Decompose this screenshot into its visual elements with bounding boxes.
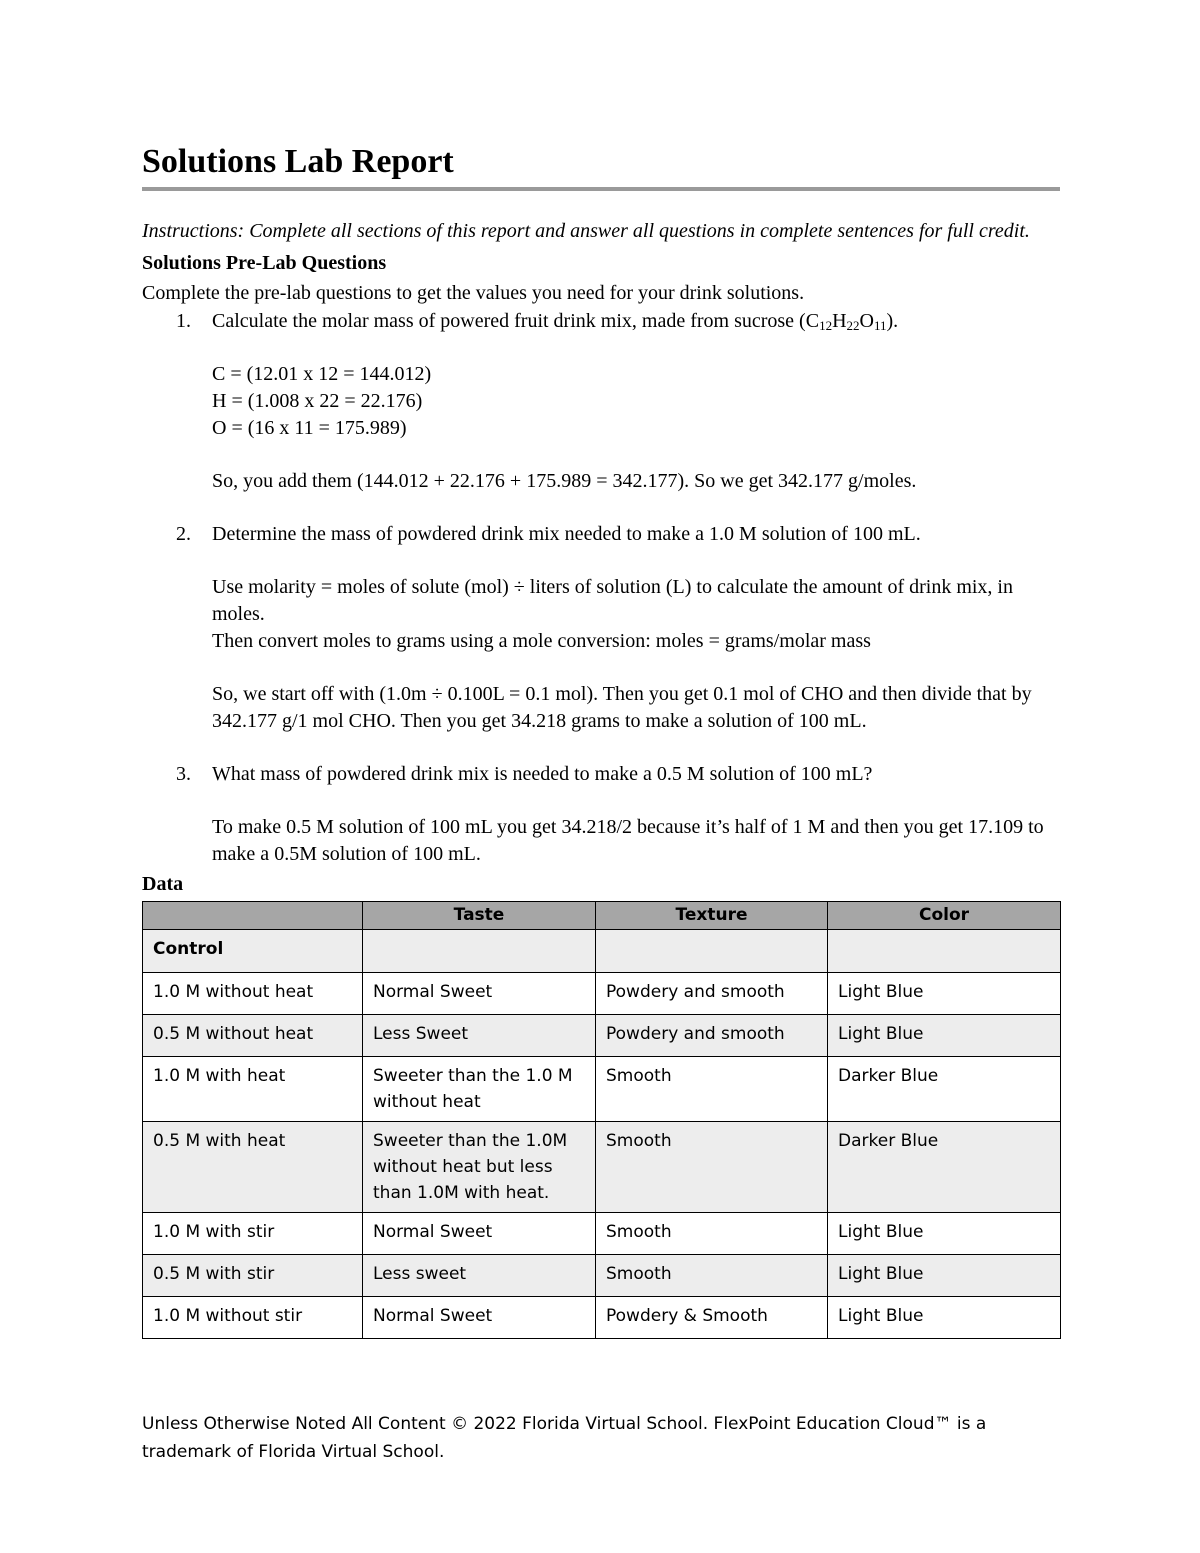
question-3-text: What mass of powdered drink mix is needed to make a 0.5 M solution of 100 mL? — [212, 763, 873, 785]
question-2-hint-molarity: Use molarity = moles of solute (mol) ÷ liters of solution (L) to calculate the amount of drink mix, in moles. — [212, 576, 1013, 625]
column-header-taste: Taste — [363, 902, 596, 930]
taste-cell: Normal Sweet — [363, 1213, 596, 1255]
table-row — [143, 1255, 1061, 1297]
question-1-text-post: ). — [886, 310, 899, 332]
prelab-lead: Complete the pre-lab questions to get the values you need for your drink solutions. — [142, 282, 805, 304]
row-label: 1.0 M with stir — [143, 1213, 363, 1255]
taste-cell: Less sweet — [363, 1255, 596, 1297]
prelab-heading: Solutions Pre-Lab Questions — [142, 252, 387, 274]
question-2-number: 2. — [176, 523, 191, 545]
data-table — [142, 901, 1061, 1339]
copyright-footer: Unless Otherwise Noted All Content © 2022 Florida Virtual School. FlexPoint Education Cloud™ is a trademark of Florida Virtual School. — [142, 1414, 987, 1462]
texture-cell: Powdery and smooth — [596, 1015, 828, 1057]
taste-cell — [363, 930, 596, 973]
document-page — [142, 140, 1060, 1339]
row-label: 0.5 M with heat — [143, 1122, 363, 1213]
row-label: 1.0 M without stir — [143, 1297, 363, 1339]
color-cell — [828, 930, 1061, 973]
carbon-calc: C = (12.01 x 12 = 144.012) — [212, 363, 432, 385]
document-title: Solutions Lab Report — [142, 143, 454, 180]
instructions-text: Instructions: Complete all sections of this report and answer all questions in complete sentences for full credit. — [142, 220, 1030, 242]
table-row — [143, 1015, 1061, 1057]
question-2-hint-conversion: Then convert moles to grams using a mole conversion: moles = grams/molar mass — [212, 630, 871, 652]
texture-cell: Powdery & Smooth — [596, 1297, 828, 1339]
color-cell: Light Blue — [828, 1213, 1061, 1255]
color-cell: Light Blue — [828, 1015, 1061, 1057]
taste-cell: Normal Sweet — [363, 1297, 596, 1339]
hydrogen-symbol: H — [832, 310, 847, 332]
taste-cell: Sweeter than the 1.0M without heat but less than 1.0M with heat. — [363, 1122, 596, 1213]
hydrogen-subscript: 22 — [846, 318, 860, 333]
column-header-texture: Texture — [596, 902, 828, 930]
question-2-answer: So, we start off with (1.0m ÷ 0.100L = 0.1 mol). Then you get 0.1 mol of CHO and then divide that by 342.177 g/1 mol CHO. Then you get 34.218 grams to make a solution of 100 mL. — [212, 683, 1032, 732]
table-row — [143, 1297, 1061, 1339]
question-2 — [142, 521, 1060, 735]
row-label: 1.0 M with heat — [143, 1057, 363, 1122]
question-1-text — [212, 308, 1060, 335]
question-3-answer: To make 0.5 M solution of 100 mL you get 34.218/2 because it’s half of 1 M and then you get 17.109 to make a 0.5M solution of 100 mL. — [212, 816, 1044, 865]
table-row — [143, 1122, 1061, 1213]
table-header-row — [143, 902, 1061, 930]
table-row — [143, 930, 1061, 973]
hydrogen-calc: H = (1.008 x 22 = 22.176) — [212, 390, 423, 412]
texture-cell: Smooth — [596, 1213, 828, 1255]
texture-cell — [596, 930, 828, 973]
question-1-answer: So, you add them (144.012 + 22.176 + 175.989 = 342.177). So we get 342.177 g/moles. — [212, 470, 917, 492]
column-header-color: Color — [828, 902, 1061, 930]
taste-cell: Less Sweet — [363, 1015, 596, 1057]
row-label: 0.5 M with stir — [143, 1255, 363, 1297]
row-label: 0.5 M without heat — [143, 1015, 363, 1057]
row-label: Control — [143, 930, 363, 973]
question-1 — [142, 308, 1060, 495]
data-heading: Data — [142, 873, 184, 895]
question-3-number: 3. — [176, 763, 191, 785]
color-cell: Light Blue — [828, 1255, 1061, 1297]
row-label: 1.0 M without heat — [143, 973, 363, 1015]
oxygen-subscript: 11 — [873, 318, 887, 333]
question-1-text-pre: Calculate the molar mass of powered fruit drink mix, made from sucrose (C — [212, 310, 820, 332]
question-3 — [142, 761, 1060, 868]
question-2-text: Determine the mass of powdered drink mix needed to make a 1.0 M solution of 100 mL. — [212, 523, 921, 545]
taste-cell: Normal Sweet — [363, 973, 596, 1015]
color-cell: Light Blue — [828, 1297, 1061, 1339]
title-underline — [142, 187, 1060, 191]
taste-cell: Sweeter than the 1.0 M without heat — [363, 1057, 596, 1122]
oxygen-symbol: O — [859, 310, 874, 332]
table-row — [143, 1213, 1061, 1255]
table-row — [143, 1057, 1061, 1122]
oxygen-calc: O = (16 x 11 = 175.989) — [212, 417, 407, 439]
column-header-blank — [143, 902, 363, 930]
table-row — [143, 973, 1061, 1015]
color-cell: Light Blue — [828, 973, 1061, 1015]
texture-cell: Smooth — [596, 1057, 828, 1122]
texture-cell: Smooth — [596, 1255, 828, 1297]
question-1-number: 1. — [176, 310, 191, 332]
texture-cell: Powdery and smooth — [596, 973, 828, 1015]
color-cell: Darker Blue — [828, 1057, 1061, 1122]
carbon-subscript: 12 — [819, 318, 833, 333]
color-cell: Darker Blue — [828, 1122, 1061, 1213]
texture-cell: Smooth — [596, 1122, 828, 1213]
